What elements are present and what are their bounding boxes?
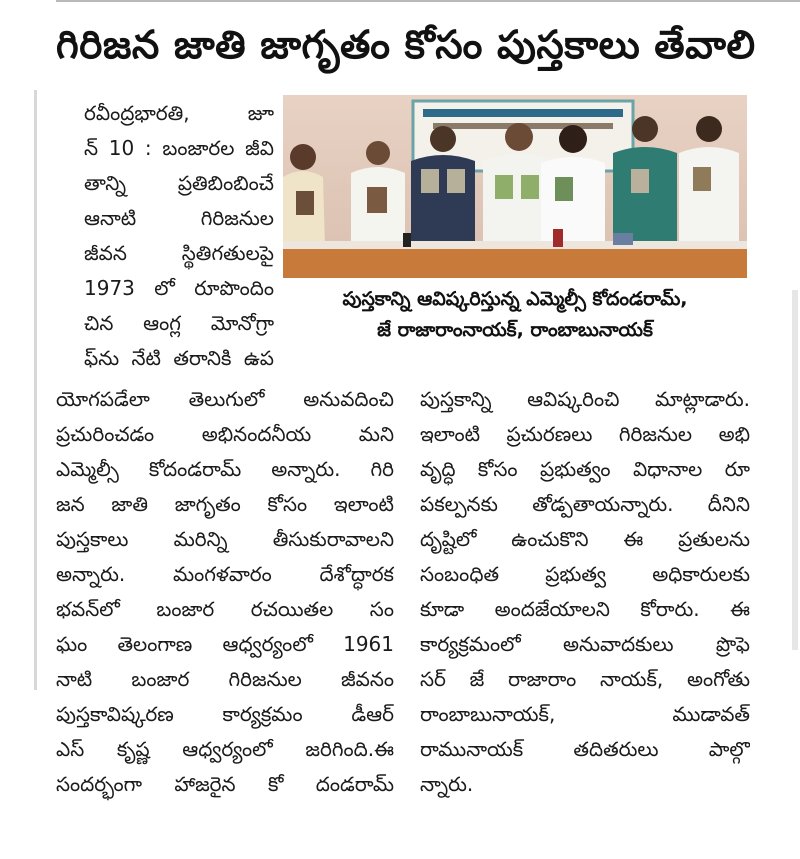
caption-line: పుస్తకాన్ని ఆవిష్కరిస్తున్న ఎమ్మెల్సీ కోదండరామ్, — [342, 288, 688, 310]
article-line: దృష్టిలో ఉంచుకొని ఈ ప్రతులను — [420, 527, 750, 551]
photo-caption — [283, 284, 747, 356]
article-line: రామునాయక్ తదితరులు పాల్గొ — [420, 737, 750, 761]
article-line: జీవన స్థితిగతులపై — [84, 241, 274, 265]
article-line: కార్యక్రమంలో అనువాదకులు ప్రొఫె — [420, 632, 750, 656]
article-line: ప్రచురించడం అభినందనీయ మని — [56, 422, 394, 446]
article-intro-column — [84, 96, 274, 376]
podium-table — [283, 245, 747, 278]
article-line: యోగపడేలా తెలుగులో అనువదించి — [56, 387, 394, 411]
article-line: ఫ్‌ను నేటి తరానికి ఉప — [84, 346, 274, 370]
article-line: న్నారు. — [420, 772, 474, 796]
article-line: పకల్పనకు తోడ్పతాయన్నారు. దీనిని — [420, 492, 750, 516]
top-rule — [56, 0, 800, 8]
article-line: సందర్భంగా హాజరైన కో దండరామ్ — [56, 772, 394, 796]
article-line: తాన్ని ప్రతిబింబించే — [84, 171, 274, 195]
article-line: వృద్ధి కోసం ప్రభుత్వం విధానాల రూ — [420, 457, 750, 481]
article-line: ఇలాంటి ప్రచురణలు గిరిజనుల అభి — [420, 422, 750, 446]
article-line: ఎస్ కృష్ణ ఆధ్వర్యంలో జరిగింది.ఈ — [56, 737, 394, 761]
article-line: చిన ఆంగ్ల మోనోగ్రా — [84, 311, 274, 335]
article-line: రవీంద్రభారతి, జూ — [84, 101, 274, 125]
article-line: పుస్తకాలు మరిన్ని తీసుకురావాలని — [56, 527, 394, 551]
news-photo — [283, 95, 747, 278]
article-line: ఆనాటి గిరిజనుల — [84, 206, 274, 230]
article-line: నాటి బంజార గిరిజనుల జీవనం — [56, 667, 394, 691]
page-margin-line — [34, 90, 37, 690]
page-edge-shadow — [792, 290, 798, 650]
book-launch-photo — [283, 95, 747, 278]
article-line: పుస్తకావిష్కరణ కార్యక్రమం డీఆర్ — [56, 702, 394, 726]
article-right-column — [420, 382, 750, 802]
article-line: జన జాతి జాగృతం కోసం ఇలాంటి — [56, 492, 394, 516]
article-line: భవన్‌లో బంజార రచయితల సం — [56, 597, 394, 621]
article-line: సంబంధిత ప్రభుత్వ అధికారులకు — [420, 562, 750, 586]
article-line: ఘం తెలంగాణ ఆధ్వర్యంలో 1961 — [56, 632, 394, 656]
headline: గిరిజన జాతి జాగృతం కోసం పుస్తకాలు తేవాలి — [56, 23, 756, 68]
article-left-column — [56, 382, 394, 802]
article-line: 1973 లో రూపొందిం — [84, 276, 274, 300]
article-line: పుస్తకాన్ని ఆవిష్కరించి మాట్లాడారు. — [420, 387, 750, 411]
article-line: ఎమ్మెల్సీ కోదండరామ్ అన్నారు. గిరి — [56, 457, 394, 481]
article-line: కూడా అందజేయాలని కోరారు. ఈ — [420, 597, 750, 621]
article-line: సర్ జే రాజారాం నాయక్, అంగోతు — [420, 667, 750, 691]
caption-line: జే రాజారాంనాయక్, రాంబాబునాయక్ — [377, 319, 653, 341]
article-line: న్ 10 : బంజారల జీవి — [84, 136, 274, 160]
article-line: అన్నారు. మంగళవారం దేశోద్ధారక — [56, 562, 394, 586]
article-line: రాంబాబునాయక్, ముడావత్ — [420, 702, 750, 726]
